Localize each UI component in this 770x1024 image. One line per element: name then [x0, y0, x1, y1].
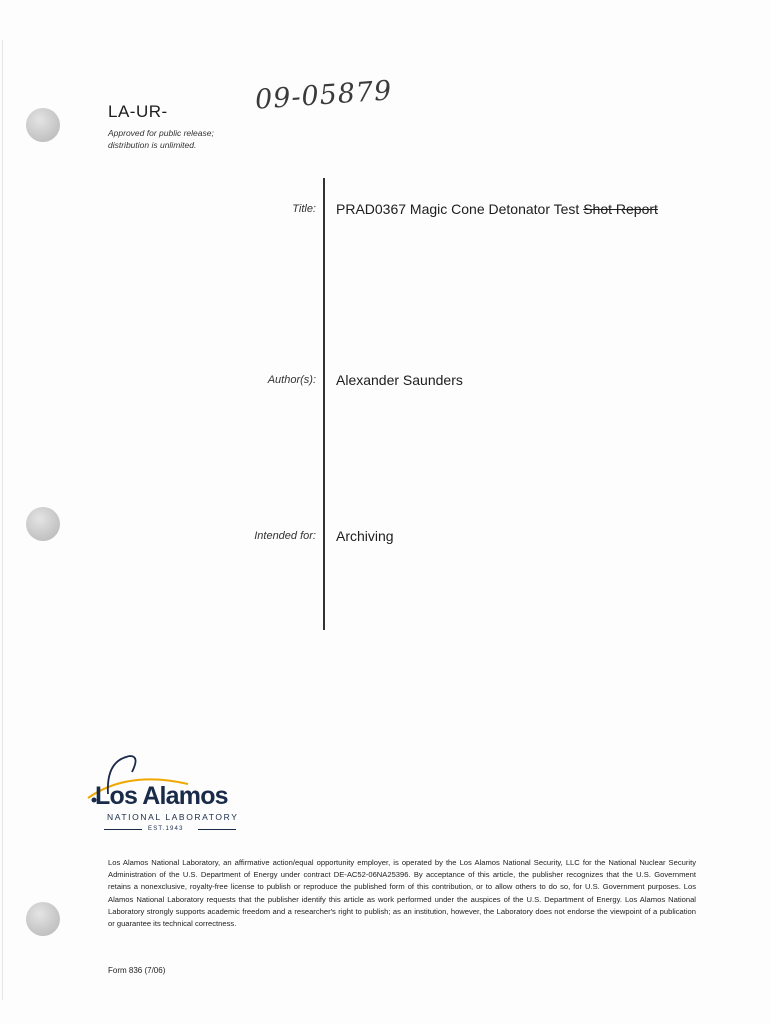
release-statement	[108, 127, 214, 151]
logo-established: EST.1943	[148, 826, 184, 832]
logo-subtitle: NATIONAL LABORATORY	[107, 812, 239, 822]
field-divider-line	[323, 178, 325, 630]
form-number: Form 836 (7/06)	[108, 966, 166, 975]
title-label: Title:	[292, 203, 316, 215]
binder-hole-middle	[26, 507, 60, 541]
handwritten-report-number: 09-05879	[254, 75, 394, 116]
page-edge	[2, 40, 3, 1000]
intended-label: Intended for:	[254, 530, 316, 542]
title-value	[336, 201, 658, 217]
release-statement-line2: distribution is unlimited.	[108, 140, 197, 150]
binder-hole-bottom	[26, 902, 60, 936]
logo-name: Los Alamos	[95, 782, 228, 810]
release-statement-line1: Approved for public release;	[108, 128, 214, 138]
title-text: PRAD0367 Magic Cone Detonator Test	[336, 201, 580, 217]
author-value: Alexander Saunders	[336, 372, 463, 388]
binder-hole-top	[26, 108, 60, 142]
legal-disclaimer: Los Alamos National Laboratory, an affirmative action/equal opportunity employer, is operated by the Los Alamos National Security, LLC for the National Nuclear Security Administration of the U.S. Department of Energy under contract DE-AC52-06NA25396. By acceptance of this article, the publisher recognizes that the U.S. Government retains a nonexclusive, royalty-free license to publish or reproduce the published form of this contribution, or to allow others to do so, for U.S. Government purposes. Los Alamos National Laboratory requests that the publisher identify this article as work performed under the auspices of the U.S. Department of Energy. Los Alamos National Laboratory strongly supports academic freedom and a researcher's right to publish; as an institution, however, the Laboratory does not endorse the viewpoint of a publication or guarantee its technical correctness.	[108, 858, 696, 929]
author-label: Author(s):	[267, 374, 316, 386]
title-struck-text: Shot Report	[583, 201, 658, 217]
logo-est-line-left	[104, 829, 142, 830]
intended-value: Archiving	[336, 528, 394, 544]
logo-est-line-right	[198, 829, 236, 830]
report-prefix: LA-UR-	[108, 102, 168, 121]
